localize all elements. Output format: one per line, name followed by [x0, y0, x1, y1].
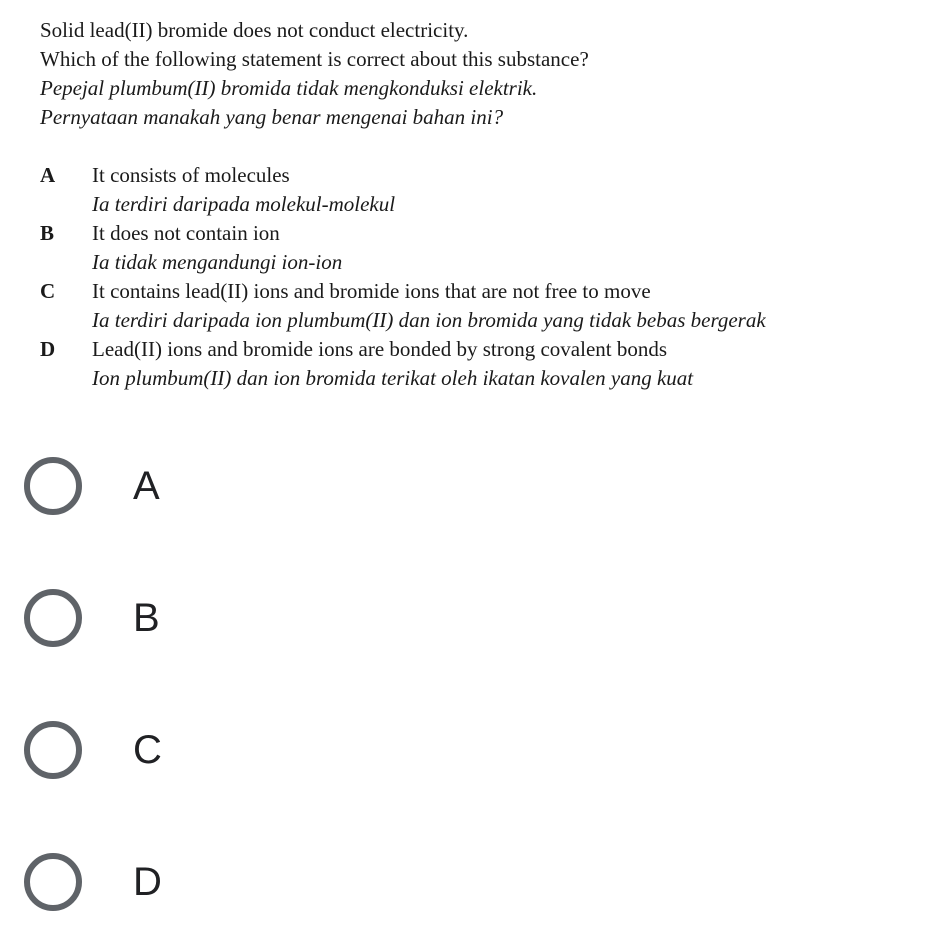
question-option-d [40, 335, 940, 393]
choice-b-radio-option[interactable] [24, 583, 424, 653]
option-text-ms: Ia terdiri daripada molekul-molekul [92, 192, 396, 216]
option-text-en: It does not contain ion [92, 221, 280, 245]
radio-unchecked-icon[interactable] [24, 589, 82, 647]
choice-a-label[interactable]: A [133, 464, 160, 508]
option-text-ms: Ion plumbum(II) dan ion bromida terikat oleh ikatan kovalen yang kuat [92, 366, 694, 390]
question-stem-en-2: Which of the following statement is correct about this substance? [40, 47, 589, 71]
option-text-ms: Ia terdiri daripada ion plumbum(II) dan ion bromida yang tidak bebas bergerak [92, 308, 766, 332]
option-letter: C [40, 279, 56, 303]
question-stem-ms-1: Pepejal plumbum(II) bromida tidak mengkonduksi elektrik. [40, 76, 538, 100]
option-text-en: It contains lead(II) ions and bromide ions that are not free to move [92, 279, 651, 303]
question-option-a [40, 161, 940, 219]
option-letter: B [40, 221, 55, 245]
question-image [40, 16, 940, 393]
question-stem-ms-2: Pernyataan manakah yang benar mengenai bahan ini? [40, 105, 504, 129]
choice-d-radio-option[interactable] [24, 847, 424, 917]
radio-unchecked-icon[interactable] [24, 457, 82, 515]
question-options-list [40, 161, 940, 393]
option-text-en: It consists of molecules [92, 163, 290, 187]
choice-d-label[interactable]: D [133, 860, 162, 904]
choice-c-radio-option[interactable] [24, 715, 424, 785]
option-letter: D [40, 337, 56, 361]
question-option-b [40, 219, 940, 277]
choice-a-radio-option[interactable] [24, 451, 424, 521]
option-text-ms: Ia tidak mengandungi ion-ion [92, 250, 343, 274]
choice-b-label[interactable]: B [133, 596, 160, 640]
question-stem-en-1: Solid lead(II) bromide does not conduct electricity. [40, 18, 469, 42]
radio-unchecked-icon[interactable] [24, 853, 82, 911]
option-letter: A [40, 163, 56, 187]
choice-c-label[interactable]: C [133, 728, 162, 772]
question-option-c [40, 277, 940, 335]
option-text-en: Lead(II) ions and bromide ions are bonded by strong covalent bonds [92, 337, 668, 361]
radio-unchecked-icon[interactable] [24, 721, 82, 779]
